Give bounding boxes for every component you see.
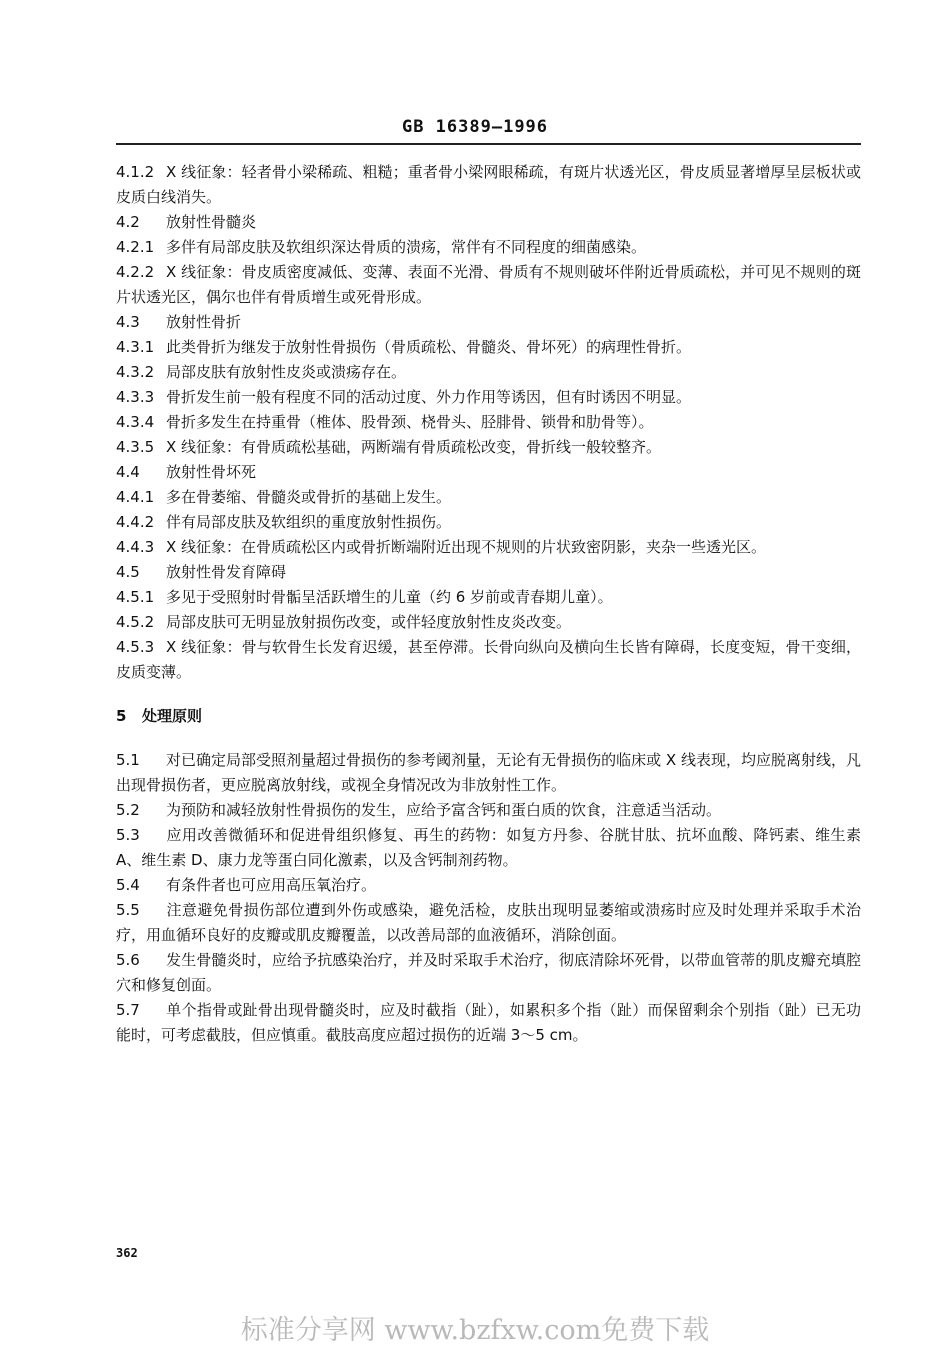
paragraph-4-3-5: [116, 435, 861, 460]
header-rule: [116, 143, 861, 145]
watermark-text: 标准分享网 www.bzfxw.com免费下载: [240, 1315, 710, 1346]
clause-text: 多见于受照射时骨骺呈活跃增生的儿童（约 6 岁前或青春期儿童）。: [166, 588, 613, 606]
clause-number: 4.4.1: [116, 488, 155, 506]
section-number: 5: [116, 707, 127, 725]
section-gap: [116, 729, 861, 748]
clause-text: 多在骨萎缩、骨髓炎或骨折的基础上发生。: [166, 488, 452, 506]
clause-number: 5.5: [116, 901, 140, 919]
clause-number: 5.2: [116, 801, 140, 819]
clause-text: 骨折发生前一般有程度不同的活动过度、外力作用等诱因，但有时诱因不明显。: [166, 388, 692, 406]
paragraph-5-3: [116, 823, 861, 873]
clause-text: X 线征象：轻者骨小梁稀疏、粗糙；重者骨小梁网眼稀疏，有斑片状透光区，骨皮质显著增厚呈层板状或皮质白线消失。: [116, 163, 861, 206]
clause-text: 伴有局部皮肤及软组织的重度放射性损伤。: [166, 513, 452, 531]
clause-number: 4.3.5: [116, 438, 155, 456]
section-5-title: [116, 704, 861, 729]
clause-number: 4.5: [116, 563, 140, 581]
page-number: 362: [116, 1246, 138, 1260]
clause-text: X 线征象：骨皮质密度减低、变薄、表面不光滑、骨质有不规则破坏伴附近骨质疏松，并可见不规则的斑片状透光区，偶尔也伴有骨质增生或死骨形成。: [116, 263, 861, 306]
clause-number: 5.3: [116, 826, 140, 844]
clause-text: X 线征象：在骨质疏松区内或骨折断端附近出现不规则的片状致密阴影，夹杂一些透光区。: [166, 538, 767, 556]
clause-text: 为预防和减轻放射性骨损伤的发生，应给予富含钙和蛋白质的饮食，注意适当活动。: [166, 801, 722, 819]
paragraph-4-4-2: [116, 510, 861, 535]
clause-number: 5.6: [116, 951, 140, 969]
clause-number: 4.5.2: [116, 613, 155, 631]
paragraph-4-2-2: [116, 260, 861, 310]
clause-number: 4.3.2: [116, 363, 155, 381]
paragraph-5-6: [116, 948, 861, 998]
paragraph-4-5-1: [116, 585, 861, 610]
paragraph-4-3-2: [116, 360, 861, 385]
paragraph-5-1: [116, 748, 861, 798]
clause-number: 4.4: [116, 463, 140, 481]
page-content: [116, 160, 861, 1048]
clause-text: 放射性骨折: [166, 313, 242, 331]
clause-text: 发生骨髓炎时，应给予抗感染治疗，并及时采取手术治疗，彻底清除坏死骨，以带血管蒂的肌皮瓣充填腔穴和修复创面。: [116, 951, 861, 994]
clause-text: 多伴有局部皮肤及软组织深达骨质的溃疡，常伴有不同程度的细菌感染。: [166, 238, 647, 256]
clause-text: 局部皮肤可无明显放射损伤改变，或伴轻度放射性皮炎改变。: [166, 613, 572, 631]
paragraph-4-2-1: [116, 235, 861, 260]
clause-text: X 线征象：有骨质疏松基础，两断端有骨质疏松改变，骨折线一般较整齐。: [166, 438, 662, 456]
clause-number: 4.2: [116, 213, 140, 231]
section-title-text: 处理原则: [142, 707, 203, 725]
clause-number: 5.1: [116, 751, 140, 769]
heading-4-4: [116, 460, 861, 485]
paragraph-5-7: [116, 998, 861, 1048]
paragraph-4-5-2: [116, 610, 861, 635]
section-gap: [116, 685, 861, 704]
clause-text: 应用改善微循环和促进骨组织修复、再生的药物：如复方丹参、谷胱甘肽、抗坏血酸、降钙素、维生素 A、维生素 D、康力龙等蛋白同化激素，以及含钙制剂药物。: [116, 826, 861, 869]
paragraph-4-5-3: [116, 635, 861, 685]
clause-text: 放射性骨髓炎: [166, 213, 257, 231]
clause-number: 4.4.3: [116, 538, 155, 556]
paragraph-4-3-3: [116, 385, 861, 410]
clause-number: 4.5.3: [116, 638, 155, 656]
clause-number: 4.4.2: [116, 513, 155, 531]
clause-number: 5.7: [116, 1001, 140, 1019]
paragraph-5-4: [116, 873, 861, 898]
paragraph-4-4-3: [116, 535, 861, 560]
clause-text: 单个指骨或趾骨出现骨髓炎时，应及时截指（趾），如累积多个指（趾）而保留剩余个别指（趾）已无功能时，可考虑截肢，但应慎重。截肢高度应超过损伤的近端 3～5 cm。: [116, 1001, 861, 1044]
clause-text: 放射性骨坏死: [166, 463, 257, 481]
clause-text: 注意避免骨损伤部位遭到外伤或感染，避免活检，皮肤出现明显萎缩或溃疡时应及时处理并采取手术治疗，用血循环良好的皮瓣或肌皮瓣覆盖，以改善局部的血液循环，消除创面。: [116, 901, 861, 944]
page-header-standard-code: GB 16389—1996: [401, 117, 549, 137]
clause-text: 骨折多发生在持重骨（椎体、股骨颈、桡骨头、胫腓骨、锁骨和肋骨等）。: [166, 413, 654, 431]
clause-text: 局部皮肤有放射性皮炎或溃疡存在。: [166, 363, 407, 381]
clause-number: 4.1.2: [116, 163, 155, 181]
clause-number: 4.3.4: [116, 413, 155, 431]
clause-number: 4.2.1: [116, 238, 155, 256]
paragraph-5-5: [116, 898, 861, 948]
clause-number: 4.3: [116, 313, 140, 331]
clause-number: 5.4: [116, 876, 140, 894]
heading-4-5: [116, 560, 861, 585]
clause-number: 4.3.3: [116, 388, 155, 406]
clause-text: 此类骨折为继发于放射性骨损伤（骨质疏松、骨髓炎、骨坏死）的病理性骨折。: [166, 338, 692, 356]
paragraph-5-2: [116, 798, 861, 823]
paragraph-4-3-1: [116, 335, 861, 360]
paragraph-4-3-4: [116, 410, 861, 435]
clause-text: 有条件者也可应用高压氧治疗。: [166, 876, 377, 894]
clause-text: X 线征象：骨与软骨生长发育迟缓，甚至停滞。长骨向纵向及横向生长皆有障碍，长度变短，骨干变细，皮质变薄。: [116, 638, 861, 681]
paragraph-4-1-2: [116, 160, 861, 210]
paragraph-4-4-1: [116, 485, 861, 510]
clause-number: 4.2.2: [116, 263, 155, 281]
clause-text: 放射性骨发育障碍: [166, 563, 287, 581]
heading-4-2: [116, 210, 861, 235]
clause-number: 4.5.1: [116, 588, 155, 606]
clause-number: 4.3.1: [116, 338, 155, 356]
clause-text: 对已确定局部受照剂量超过骨损伤的参考阈剂量，无论有无骨损伤的临床或 X 线表现，均应脱离射线，凡出现骨损伤者，更应脱离放射线，或视全身情况改为非放射性工作。: [116, 751, 861, 794]
heading-4-3: [116, 310, 861, 335]
